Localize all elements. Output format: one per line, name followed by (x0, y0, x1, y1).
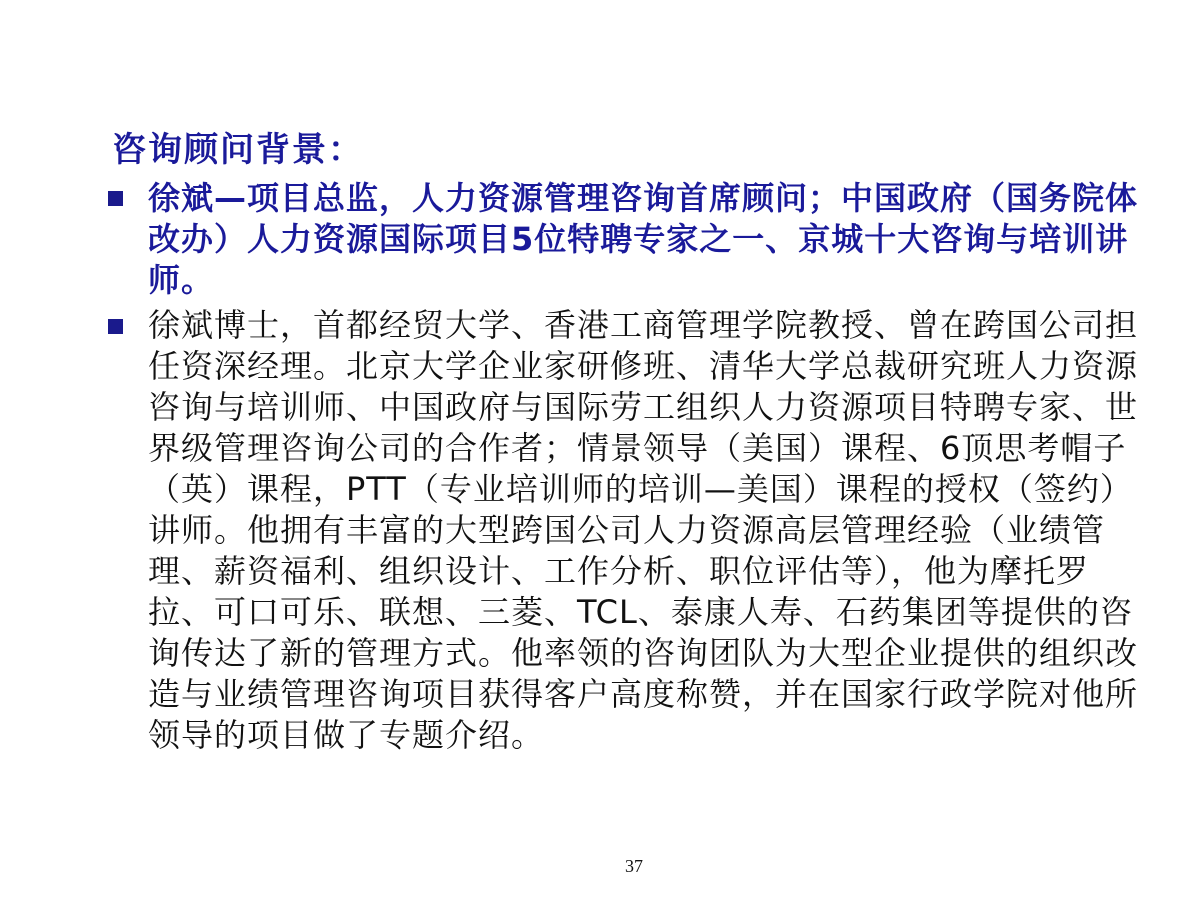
slide-heading: 咨询顾问背景： (112, 130, 364, 170)
square-bullet-icon (108, 319, 123, 334)
bullet-text: 徐斌—项目总监，人力资源管理咨询首席顾问；中国政府（国务院体改办）人力资源国际项目5位特聘专家之一、京城十大咨询与培训讲师。 (148, 179, 1139, 299)
square-bullet-icon (108, 191, 123, 206)
bullet-text: 徐斌博士，首都经贸大学、香港工商管理学院教授、曾在跨国公司担任资深经理。北京大学企业家研修班、清华大学总裁研究班人力资源咨询与培训师、中国政府与国际劳工组织人力资源项目特聘专家、世界级管理咨询公司的合作者；情景领导（美国）课程、6顶思考帽子（英）课程，PTT（专业培训师的培训—美国）课程的授权（签约）讲师。他拥有丰富的大型跨国公司人力资源高层管理经验（业绩管理、薪资福利、组织设计、工作分析、职位评估等），他为摩托罗拉、可口可乐、联想、三菱、TCL、泰康人寿、石药集团等提供的咨询传达了新的管理方式。他率领的咨询团队为大型企业提供的组织改造与业绩管理咨询项目获得客户高度称赞，并在国家行政学院对他所领导的项目做了专题介绍。 (148, 306, 1139, 754)
page-number: 37 (625, 856, 643, 876)
